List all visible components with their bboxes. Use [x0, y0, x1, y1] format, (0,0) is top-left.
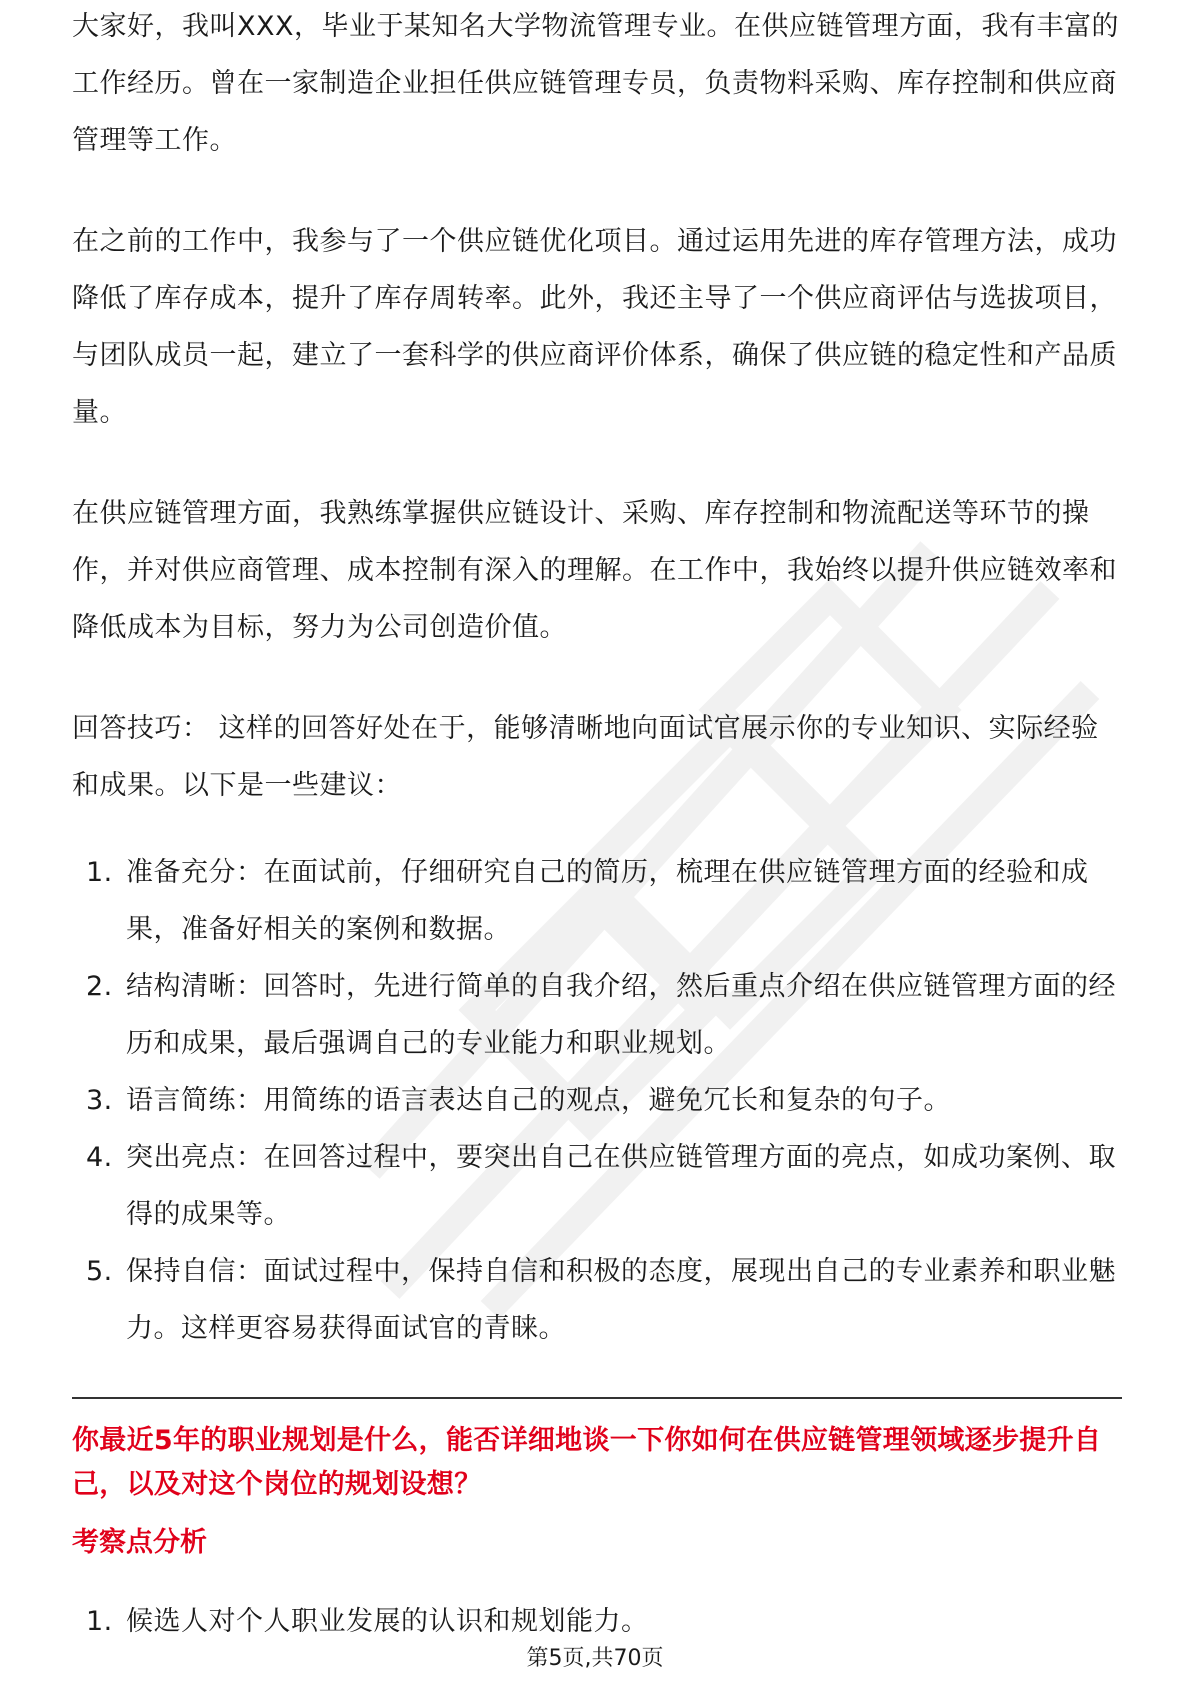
interview-question: 你最近5年的职业规划是什么，能否详细地谈一下你如何在供应链管理领域逐步提升自己，以及对这个岗位的规划设想？	[72, 1425, 1102, 1500]
list-item-number: 2.	[86, 971, 113, 1002]
list-item	[72, 1243, 1122, 1357]
list-item-number: 3.	[86, 1085, 113, 1116]
list-item-text: 结构清晰：回答时，先进行简单的自我介绍，然后重点介绍在供应链管理方面的经历和成果，最后强调自己的专业能力和职业规划。	[126, 971, 1116, 1059]
list-item-number: 4.	[86, 1142, 113, 1173]
list-item-text: 突出亮点：在回答过程中，要突出自己在供应链管理方面的亮点，如成功案例、取得的成果等。	[126, 1142, 1116, 1230]
list-item-text: 候选人对个人职业发展的认识和规划能力。	[126, 1606, 649, 1637]
list-item	[72, 844, 1122, 958]
list-item	[72, 1072, 1122, 1129]
list-item	[72, 1129, 1122, 1243]
page-number: 第5页,共70页	[526, 1646, 664, 1671]
list-item-number: 5.	[86, 1256, 113, 1287]
intro-paragraph: 大家好，我叫XXX，毕业于某知名大学物流管理专业。在供应链管理方面，我有丰富的工作经历。曾在一家制造企业担任供应链管理专员，负责物料采购、库存控制和供应商管理等工作。	[72, 11, 1119, 156]
skills-paragraph: 在供应链管理方面，我熟练掌握供应链设计、采购、库存控制和物流配送等环节的操作，并对供应商管理、成本控制有深入的理解。在工作中，我始终以提升供应链效率和降低成本为目标，努力为公司创造价值。	[72, 498, 1117, 643]
section-divider	[72, 1397, 1122, 1399]
list-item-number: 1.	[86, 1606, 113, 1637]
analysis-heading: 考察点分析	[72, 1527, 207, 1558]
answer-tips-paragraph: 回答技巧： 这样的回答好处在于，能够清晰地向面试官展示你的专业知识、实际经验和成果。以下是一些建议：	[72, 713, 1099, 801]
tips-list	[72, 844, 1122, 1357]
list-item-text: 语言简练：用简练的语言表达自己的观点，避免冗长和复杂的句子。	[126, 1085, 951, 1116]
list-item-number: 1.	[86, 857, 113, 888]
list-item-text: 准备充分：在面试前，仔细研究自己的简历，梳理在供应链管理方面的经验和成果，准备好相关的案例和数据。	[126, 857, 1089, 945]
list-item-text: 保持自信：面试过程中，保持自信和积极的态度，展现出自己的专业素养和职业魅力。这样更容易获得面试官的青睐。	[126, 1256, 1116, 1344]
document-body	[72, 11, 1122, 1650]
project-paragraph: 在之前的工作中，我参与了一个供应链优化项目。通过运用先进的库存管理方法，成功降低了库存成本，提升了库存周转率。此外，我还主导了一个供应商评估与选拔项目，与团队成员一起，建立了一套科学的供应商评价体系，确保了供应链的稳定性和产品质量。	[72, 226, 1117, 428]
list-item	[72, 958, 1122, 1072]
